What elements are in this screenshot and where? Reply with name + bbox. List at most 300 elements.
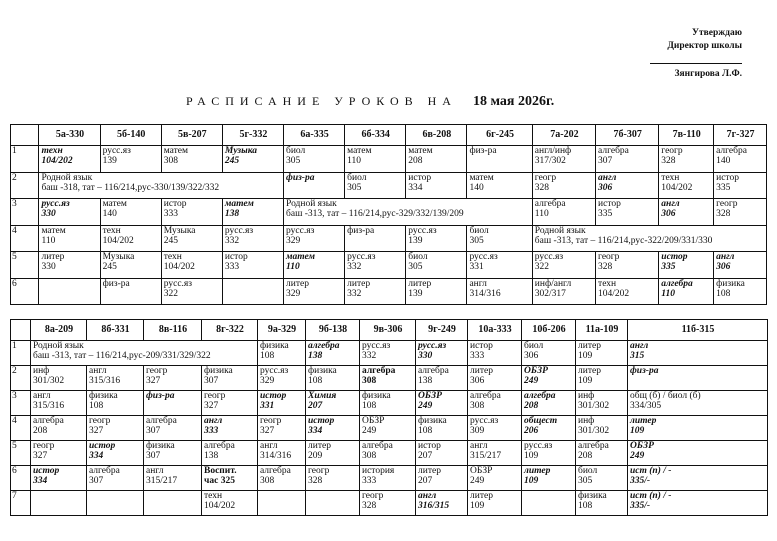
lesson-cell [144, 366, 202, 391]
subject: алгебра [418, 366, 449, 376]
room: 328 [362, 501, 377, 511]
subject: физ-ра [286, 172, 315, 183]
subject: русс.яз [41, 199, 70, 209]
subject: русс.яз [102, 146, 131, 156]
lesson-cell [258, 441, 306, 466]
lesson-cell [596, 199, 659, 226]
class-header: 6б-334 [345, 125, 406, 146]
subject: русс.яз [408, 225, 437, 236]
lesson-cell [144, 491, 202, 516]
subject: геогр [534, 172, 557, 183]
lesson-cell [222, 225, 283, 252]
room: 207 [308, 401, 323, 411]
room: 333 [163, 209, 178, 219]
room: час 325 [204, 476, 235, 486]
room [225, 289, 282, 299]
lesson-cell [360, 416, 416, 441]
subject: литер [418, 466, 441, 476]
lesson-cell [202, 416, 258, 441]
subject: геогр [204, 391, 226, 401]
lesson-cell [628, 366, 768, 391]
subject [225, 279, 282, 289]
subject [41, 279, 98, 289]
subject: литер [308, 441, 331, 451]
room: 249 [362, 426, 377, 436]
room: 334 [308, 426, 323, 436]
room [286, 183, 343, 193]
room: 322 [534, 262, 550, 272]
title-text: РАСПИСАНИЕ УРОКОВ НА [186, 94, 457, 108]
subject: техн [41, 146, 63, 156]
lesson-cell [258, 491, 306, 516]
room: 328 [308, 476, 323, 486]
room: 109 [578, 351, 593, 361]
lesson-cell [100, 225, 161, 252]
lesson-cell [202, 366, 258, 391]
lesson-cell [468, 341, 522, 366]
room: 249 [524, 376, 539, 386]
subject: алгебра [260, 466, 291, 476]
room: 139 [408, 288, 423, 299]
room: 315 [630, 351, 645, 361]
room: 104/202 [598, 288, 630, 299]
lesson-cell [522, 391, 576, 416]
lesson-cell [306, 391, 360, 416]
lesson-cell [522, 341, 576, 366]
lesson-cell [416, 441, 468, 466]
lesson-row [11, 278, 767, 305]
approval-block [580, 27, 742, 81]
room: 104/202 [41, 156, 73, 166]
room: 331 [469, 262, 484, 272]
subject: физ-ра [102, 278, 130, 289]
room: 108 [578, 501, 593, 511]
signature-line [650, 55, 742, 64]
class-header: 9г-249 [416, 320, 468, 341]
lesson-cell [576, 441, 628, 466]
room: 110 [286, 262, 300, 272]
lesson-cell [284, 252, 345, 279]
lesson-cell [100, 146, 161, 173]
room: 328 [598, 262, 613, 272]
room: 335/- [630, 501, 651, 511]
lesson-cell [628, 441, 768, 466]
lesson-cell [596, 172, 659, 199]
subject: инф [578, 391, 595, 401]
lesson-cell [87, 391, 144, 416]
subject: техн [204, 491, 223, 501]
room: 104/202 [163, 262, 195, 272]
room: 206 [524, 426, 539, 436]
subject [33, 491, 85, 501]
room: 108 [418, 426, 433, 436]
subject: русс.яз [163, 278, 193, 289]
subject: физика [578, 491, 607, 501]
subject: Музыка [224, 146, 258, 156]
subject: биол [469, 225, 489, 236]
lesson-cell [659, 278, 714, 305]
room: 306 [716, 262, 731, 272]
lesson-cell [161, 225, 222, 252]
subject: биол [524, 341, 544, 351]
lesson-cell [100, 278, 161, 305]
corner-cell [11, 320, 31, 341]
lesson-cell [576, 491, 628, 516]
lesson-cell [416, 341, 468, 366]
subject: матем [41, 225, 66, 236]
subject: истор [470, 341, 493, 351]
lesson-cell [406, 146, 467, 173]
room: 333 [362, 476, 377, 486]
lesson-cell [576, 416, 628, 441]
lesson-cell [87, 366, 144, 391]
room: 301/302 [578, 426, 610, 436]
lesson-cell [284, 225, 345, 252]
subject: русс.яз [260, 366, 289, 376]
room [89, 501, 142, 511]
subject: матем [224, 199, 254, 209]
subject: геогр [716, 199, 738, 209]
room: 308 [163, 156, 178, 166]
class-header: 11б-315 [628, 320, 768, 341]
lesson-cell [284, 199, 533, 226]
lesson-cell [306, 491, 360, 516]
lesson-cell [714, 252, 767, 279]
room: 108 [89, 401, 104, 411]
lesson-cell [628, 341, 768, 366]
subject: история [362, 466, 395, 476]
lesson-cell [406, 172, 467, 199]
class-header: 8в-116 [144, 320, 202, 341]
room: 138 [224, 209, 240, 219]
subject: физ-ра [347, 225, 375, 236]
room: 307 [146, 451, 161, 461]
subject: матем [408, 146, 433, 156]
lesson-cell [39, 278, 100, 305]
subject: литер [524, 466, 551, 476]
subject: истор [33, 466, 60, 476]
lesson-cell [144, 391, 202, 416]
subject: матем [347, 146, 372, 156]
lesson-cell [468, 491, 522, 516]
room: 314/316 [260, 451, 292, 461]
room: 301/302 [578, 401, 610, 411]
lesson-cell [596, 252, 659, 279]
subject: истор [163, 199, 187, 209]
lesson-number: 2 [11, 366, 31, 391]
lesson-cell [345, 225, 406, 252]
lesson-cell [222, 252, 283, 279]
room: 110 [41, 235, 56, 246]
room: 307 [598, 156, 613, 166]
room: 306 [661, 209, 676, 219]
room: 308 [470, 401, 485, 411]
class-header: 6г-245 [467, 125, 532, 146]
subject: русс.яз [470, 416, 499, 426]
subject: англ [146, 466, 164, 476]
class-header: 7б-307 [596, 125, 659, 146]
room [469, 156, 530, 166]
schedule-table-1 [10, 124, 767, 305]
room [308, 501, 358, 511]
approval-line-1: Утверждаю [692, 28, 742, 38]
subject: геогр [308, 466, 330, 476]
subject: физика [418, 416, 447, 426]
subject: истор [308, 416, 335, 426]
subject: алгебра [204, 441, 235, 451]
lesson-cell [258, 416, 306, 441]
room: 110 [534, 209, 549, 219]
subject: физика [362, 391, 391, 401]
lesson-cell [39, 252, 100, 279]
lesson-cell [31, 341, 258, 366]
subject: геогр [33, 441, 55, 451]
room: 315/316 [89, 376, 121, 386]
lesson-cell [659, 146, 714, 173]
room: 329 [286, 288, 301, 299]
subject: алгебра [470, 391, 501, 401]
subject: литер [630, 416, 657, 426]
room: 138 [204, 451, 219, 461]
room: 333 [204, 426, 219, 436]
lesson-row [11, 199, 767, 226]
room: 306 [598, 182, 613, 193]
lesson-cell [576, 341, 628, 366]
schedule-table-2 [10, 319, 768, 516]
subject: матем [286, 252, 316, 262]
lesson-cell [222, 146, 283, 173]
lesson-cell [467, 225, 532, 252]
lesson-cell [522, 441, 576, 466]
subject: истор [224, 252, 248, 262]
room: 305 [469, 235, 484, 246]
subject: Родной язык [534, 225, 586, 236]
subject: биол [347, 172, 367, 183]
room: 327 [146, 376, 161, 386]
room: 245 [163, 235, 178, 246]
subject: техн [598, 278, 617, 289]
subject: алгебра [524, 391, 556, 401]
room [33, 501, 85, 511]
lesson-cell [306, 366, 360, 391]
lesson-cell [714, 199, 767, 226]
room: 207 [418, 476, 433, 486]
room: 208 [33, 426, 48, 436]
lesson-cell [345, 252, 406, 279]
room: 333 [470, 351, 485, 361]
room: 301/302 [33, 376, 65, 386]
subject [260, 491, 304, 501]
subject: Музыка [163, 225, 196, 236]
lesson-cell [467, 172, 532, 199]
lesson-cell [222, 278, 283, 305]
subject: физ-ра [630, 366, 659, 376]
room: 317/302 [534, 156, 566, 166]
lesson-cell [659, 199, 714, 226]
subject: биол [578, 466, 598, 476]
room: 322 [163, 288, 178, 299]
room: 249 [630, 451, 645, 461]
subject: физика [89, 391, 118, 401]
room: 140 [469, 182, 484, 193]
lesson-cell [406, 252, 467, 279]
room: 335 [598, 209, 613, 219]
room: 305 [408, 262, 423, 272]
lesson-number: 7 [11, 491, 31, 516]
lesson-number: 3 [11, 391, 31, 416]
room: 302/317 [534, 288, 566, 299]
room: 330 [41, 262, 56, 272]
subject: алгебра [578, 441, 609, 451]
subject [524, 491, 574, 501]
subject: физика [716, 278, 745, 289]
room: 332 [224, 235, 240, 246]
subject: англ [260, 441, 278, 451]
room: 309 [470, 426, 485, 436]
lesson-cell [467, 146, 532, 173]
subject: русс.яз [286, 225, 315, 236]
class-header: 5а-330 [39, 125, 100, 146]
lesson-cell [532, 225, 766, 252]
lesson-row [11, 491, 768, 516]
lesson-cell [360, 391, 416, 416]
subject: матем [469, 172, 494, 183]
lesson-cell [345, 172, 406, 199]
lesson-cell [144, 416, 202, 441]
lesson-cell [202, 441, 258, 466]
lesson-cell [161, 199, 222, 226]
subject: англ [33, 391, 51, 401]
lesson-cell [522, 416, 576, 441]
lesson-cell [202, 391, 258, 416]
lesson-cell [284, 278, 345, 305]
room: 327 [260, 426, 275, 436]
subject: алгебра [534, 199, 566, 209]
subject: англ [89, 366, 107, 376]
room: 331 [260, 401, 275, 411]
class-header: 5в-207 [161, 125, 222, 146]
lesson-cell [345, 278, 406, 305]
class-header: 6а-335 [284, 125, 345, 146]
room: 208 [524, 401, 539, 411]
room: 108 [716, 288, 731, 299]
room: 335 [716, 182, 731, 193]
subject: англ [204, 416, 223, 426]
lesson-cell [468, 466, 522, 491]
lesson-number: 4 [11, 225, 39, 252]
lesson-cell [284, 172, 345, 199]
lesson-cell [522, 491, 576, 516]
subject: физика [146, 441, 175, 451]
room: 104/202 [661, 182, 693, 193]
subject: техн [102, 225, 121, 236]
class-header: 11а-109 [576, 320, 628, 341]
lesson-cell [39, 199, 100, 226]
lesson-cell [31, 466, 87, 491]
room: 328 [716, 209, 731, 219]
lesson-cell [532, 199, 595, 226]
approval-line-3: Зянгирова Л.Ф. [674, 69, 742, 79]
lesson-cell [100, 252, 161, 279]
lesson-cell [100, 199, 161, 226]
lesson-cell [522, 466, 576, 491]
room: 307 [146, 426, 161, 436]
room: баш -313, тат – 116/214,рус-329/332/139/209 [286, 209, 464, 219]
page-title [186, 94, 554, 110]
class-header: 6в-208 [406, 125, 467, 146]
subject: ОБЗР [418, 391, 442, 401]
lesson-cell [522, 366, 576, 391]
lesson-cell [360, 341, 416, 366]
subject: алгебра [146, 416, 177, 426]
room: 109 [524, 476, 539, 486]
subject: физ-ра [146, 391, 175, 401]
lesson-cell [576, 466, 628, 491]
class-header: 8б-331 [87, 320, 144, 341]
lesson-cell [144, 466, 202, 491]
room [146, 501, 200, 511]
lesson-cell [532, 146, 595, 173]
subject: геогр [661, 146, 683, 156]
lesson-cell [659, 252, 714, 279]
lesson-cell [31, 416, 87, 441]
room: 332 [362, 351, 377, 361]
room: 139 [102, 156, 117, 166]
lesson-cell [39, 172, 284, 199]
subject: инф [33, 366, 50, 376]
room: 315/217 [146, 476, 178, 486]
subject: физ-ра [469, 146, 497, 156]
room: 334 [408, 182, 423, 193]
room: 140 [716, 156, 731, 166]
room: 305 [578, 476, 593, 486]
lesson-cell [468, 416, 522, 441]
subject: англ [716, 252, 735, 262]
subject [89, 491, 142, 501]
subject: ОБЗР [524, 366, 548, 376]
room: 109 [630, 426, 645, 436]
lesson-cell [628, 466, 768, 491]
room: 334 [89, 451, 104, 461]
class-header: 10б-206 [522, 320, 576, 341]
lesson-cell [532, 172, 595, 199]
class-header: 7г-327 [714, 125, 767, 146]
lesson-cell [628, 391, 768, 416]
room: 334/305 [630, 401, 662, 411]
subject: алгебра [89, 466, 120, 476]
lesson-cell [306, 416, 360, 441]
room: 315/217 [470, 451, 502, 461]
lesson-number: 3 [11, 199, 39, 226]
lesson-row [11, 466, 768, 491]
lesson-row [11, 391, 768, 416]
subject: алгебра [362, 366, 396, 376]
room: 330 [418, 351, 433, 361]
room: баш -318, тат – 116/214,рус-330/139/322/332 [41, 182, 220, 193]
lesson-cell [406, 225, 467, 252]
lesson-cell [576, 391, 628, 416]
subject: англ [661, 199, 680, 209]
subject: англ/инф [534, 146, 572, 156]
lesson-cell [345, 146, 406, 173]
subject: Химия [308, 391, 337, 401]
room: 306 [470, 376, 485, 386]
lesson-cell [306, 341, 360, 366]
room: 308 [362, 451, 377, 461]
lesson-cell [31, 366, 87, 391]
class-header: 7в-110 [659, 125, 714, 146]
class-header: 8а-209 [31, 320, 87, 341]
